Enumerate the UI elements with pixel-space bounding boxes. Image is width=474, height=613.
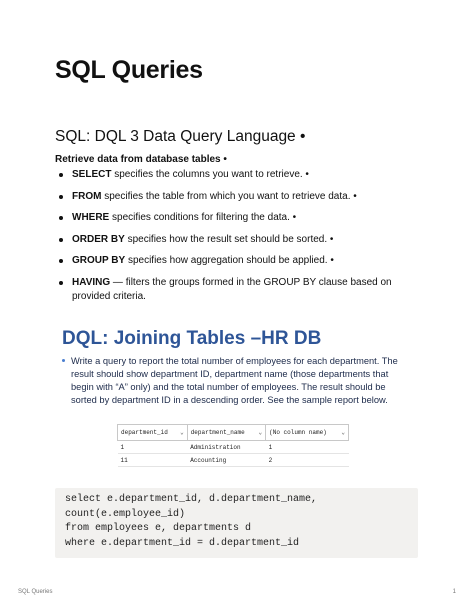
keyword-description: specifies how aggregation should be applied. • xyxy=(125,255,334,266)
code-line: count(e.employee_id) xyxy=(65,508,186,520)
keyword-description: specifies how the result set should be sorted. • xyxy=(124,233,334,245)
code-line: where e.department_id = d.department_id xyxy=(65,537,300,549)
column-header-count[interactable]: (No column name) ⌄ xyxy=(266,425,349,441)
slide-task-paragraph: Write a query to report the total number of employees for each department. The result should show department ID, department name (those departments that begin with “A” only) and the total number of employees. The result should be sorted by department ID in a descending order. See the sample report below. xyxy=(71,356,398,405)
slide-task-text xyxy=(62,355,404,407)
column-header-department-id[interactable]: department_id ⌄ xyxy=(118,425,188,441)
table-row xyxy=(118,454,349,467)
page-title: SQL Queries xyxy=(55,56,203,84)
code-block xyxy=(55,488,418,558)
keyword-description: — filters the groups formed in the GROUP BY clause based on provided criteria. xyxy=(72,276,392,302)
list-item xyxy=(55,211,425,225)
table-cell: 11 xyxy=(118,454,188,467)
keyword-description: specifies the columns you want to retrieve. • xyxy=(111,169,309,180)
keyword-order-by: ORDER BY xyxy=(72,233,125,245)
sample-result-table xyxy=(117,424,349,467)
keyword-from: FROM xyxy=(72,190,102,202)
list-item xyxy=(55,233,425,247)
sort-chevron-icon[interactable]: ⌄ xyxy=(258,429,263,436)
keyword-list xyxy=(55,168,425,311)
table-row xyxy=(118,441,349,454)
table-cell: Accounting xyxy=(187,454,265,467)
list-item xyxy=(55,168,425,182)
keyword-having: HAVING xyxy=(72,276,111,288)
sort-chevron-icon[interactable]: ⌄ xyxy=(180,429,184,436)
table-cell: 1 xyxy=(266,441,349,454)
list-item xyxy=(55,190,425,204)
code-line: from employees e, departments d xyxy=(65,523,252,534)
footer-title: SQL Queries xyxy=(18,589,53,595)
table-cell: 2 xyxy=(266,454,349,467)
code-line: select e.department_id, d.department_name, xyxy=(65,494,318,505)
table-header-row xyxy=(118,425,349,441)
keyword-select: SELECT xyxy=(72,169,112,180)
table-cell: Administration xyxy=(187,441,265,454)
list-item xyxy=(55,254,425,268)
keyword-where: WHERE xyxy=(72,212,110,223)
sort-chevron-icon[interactable]: ⌄ xyxy=(341,429,345,436)
table-cell: 1 xyxy=(118,441,188,454)
section-heading: SQL: DQL 3 Data Query Language • xyxy=(55,128,306,145)
keyword-description: specifies the table from which you want to retrieve data. • xyxy=(101,190,357,202)
column-header-department-name[interactable]: department_name ⌄ xyxy=(187,425,265,441)
keyword-description: specifies conditions for filtering the data. • xyxy=(109,212,297,223)
section-subheading: Retrieve data from database tables • xyxy=(55,154,227,165)
keyword-group-by: GROUP BY xyxy=(72,255,126,266)
page-number: 1 xyxy=(452,589,456,595)
slide-heading: DQL: Joining Tables –HR DB xyxy=(62,328,322,349)
list-item xyxy=(55,276,425,304)
